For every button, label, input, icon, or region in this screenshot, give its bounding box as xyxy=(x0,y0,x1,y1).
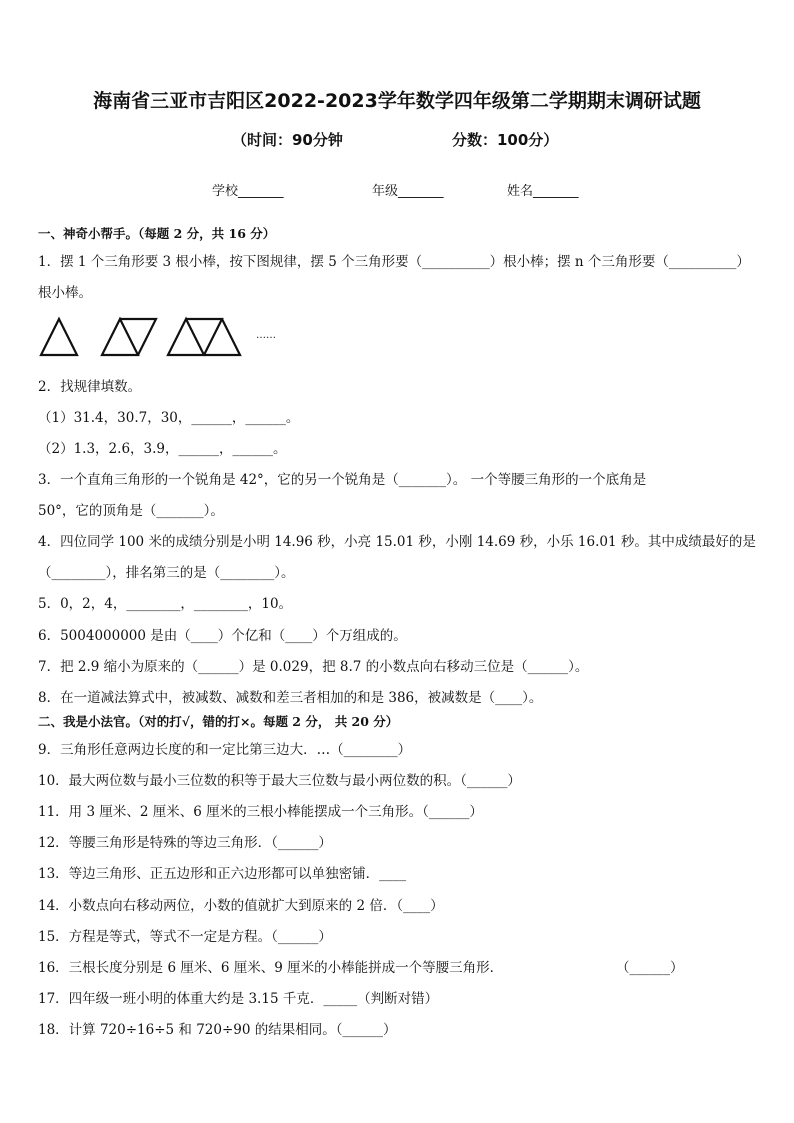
question-12: 12．等腰三角形是特殊的等边三角形．（______） xyxy=(38,835,332,851)
triangle-3-down xyxy=(186,319,222,355)
question-8: 8．在一道减法算式中，被减数、减数和差三者相加的和是 386，被减数是（____）。 xyxy=(38,690,543,706)
question-3-line-1: 3．一个直角三角形的一个锐角是 42°，它的另一个锐角是（_______）。 一个等腰三角形的一个底角是 xyxy=(38,472,647,488)
question-7: 7．把 2.9 缩小为原来的（______）是 0.029，把 8.7 的小数点向右移动三位是（______）。 xyxy=(38,659,589,675)
triangle-pattern-figure xyxy=(36,313,286,361)
question-6: 6．5004000000 是由（____）个亿和（____）个万组成的。 xyxy=(38,628,407,644)
exam-time: （时间：90分钟 xyxy=(232,131,343,149)
question-16: 16．三根长度分别是 6 厘米、6 厘米、9 厘米的小棒能拼成一个等腰三角形． xyxy=(38,960,504,976)
question-4-line-1: 4．四位同学 100 米的成绩分别是小明 14.96 秒，小亮 15.01 秒，小刚 14.69 秒，小乐 16.01 秒。其中成绩最好的是 xyxy=(38,534,756,550)
question-1-line-2: 根小棒。 xyxy=(38,285,92,301)
section-2-heading: 二、我是小法官。（对的打√，错的打×。每题 2 分， 共 20 分） xyxy=(38,714,399,729)
triangle-2-down xyxy=(120,319,156,355)
question-3-line-2: 50°，它的顶角是（_______）。 xyxy=(38,503,224,519)
section-1-heading: 一、神奇小帮手。（每题 2 分，共 16 分） xyxy=(38,226,276,241)
question-11: 11．用 3 厘米、2 厘米、6 厘米的三根小棒能摆成一个三角形。（______） xyxy=(38,804,483,820)
triangle-3-up-b xyxy=(204,319,240,355)
triangle-3-up-a xyxy=(168,319,204,355)
question-14: 14．小数点向右移动两位，小数的值就扩大到原来的 2 倍．（____） xyxy=(38,898,444,914)
question-17: 17．四年级一班小明的体重大约是 3.15 千克．_____（判断对错） xyxy=(38,991,439,1007)
question-2-part-2: （2）1.3，2.6，3.9，______，______。 xyxy=(38,441,287,457)
exam-score: 分数：100分） xyxy=(452,131,559,149)
page-title: 海南省三亚市吉阳区2022-2023学年数学四年级第二学期期末调研试题 xyxy=(93,90,701,112)
question-10: 10．最大两位数与最小三位数的积等于最大三位数与最小两位数的积。（______） xyxy=(38,773,521,789)
name-field[interactable]: 姓名_______ xyxy=(507,184,579,199)
question-2: 2．找规律填数。 xyxy=(38,379,142,395)
pattern-ellipsis: …… xyxy=(256,330,276,341)
triangle-1 xyxy=(41,319,77,355)
question-2-part-1: （1）31.4，30.7，30，______，______。 xyxy=(38,410,300,426)
question-18: 18．计算 720÷16÷5 和 720÷90 的结果相同。（______） xyxy=(38,1022,397,1038)
question-9: 9．三角形任意两边长度的和一定比第三边大．…（________） xyxy=(38,742,412,758)
grade-field[interactable]: 年级_______ xyxy=(372,184,444,199)
question-1-line-1: 1．摆 1 个三角形要 3 根小棒，按下图规律，摆 5 个三角形要（__________）根小棒；摆 n 个三角形要（__________） xyxy=(38,254,750,270)
question-5: 5．0，2，4，________，________，10。 xyxy=(38,596,293,612)
triangle-2-up xyxy=(102,319,138,355)
question-4-line-2: （________），排名第三的是（________）。 xyxy=(38,565,295,581)
question-15: 15．方程是等式，等式不一定是方程。（______） xyxy=(38,929,332,945)
school-field[interactable]: 学校_______ xyxy=(212,184,284,199)
question-16-answer-blank: （______） xyxy=(616,960,684,976)
question-13: 13．等边三角形、正五边形和正六边形都可以单独密铺．____ xyxy=(38,866,407,882)
